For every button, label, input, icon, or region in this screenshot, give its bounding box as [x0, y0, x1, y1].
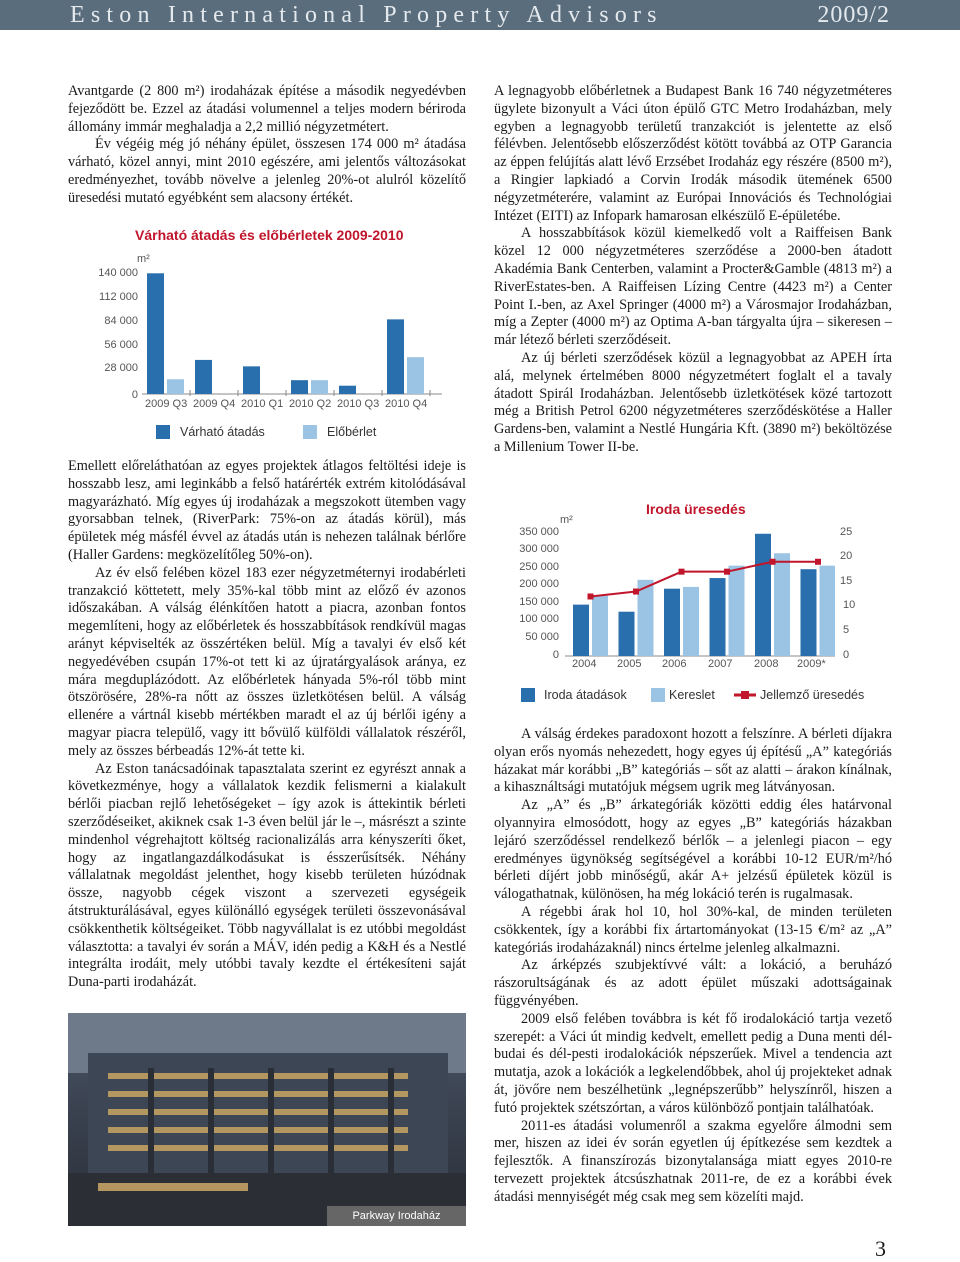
header-issue: 2009/2 [817, 2, 890, 28]
chart2-line-point [770, 559, 776, 565]
paragraph: A régebbi árak hol 10, hol 30%-kal, de minden területen csökkentek, így a korábbi fix ártartományokat (13-15 €/m² az „A” kategóriás irodaházaknál) nincs értelme jelenleg alkalmazni. [494, 903, 892, 956]
chart1-bar [243, 366, 260, 394]
chart2-ytick: 250 000 [519, 561, 559, 573]
chart1-bar [291, 380, 308, 394]
chart1-bar [195, 360, 212, 394]
chart1-legend-swatch [303, 425, 317, 439]
chart1-ytick: 84 000 [104, 315, 138, 327]
chart1-bar [407, 357, 424, 394]
chart2-ytick: 150 000 [519, 596, 559, 608]
right-column-top [494, 83, 892, 457]
paragraph: Az új bérleti szerződések közül a legnagyobbat az APEH írta alá, melynek értelmében 8000 négyzetmétert foglalt el a tavaly átadott Spirál Irodaházban. Jelentősebb üzletkötések közé tartozott még a British Petrol 6200 négyzetméteres szerződéskötése a Haller Gardens-ben, valamint a Nestlé Hungária Kft. (3890 m²) beköltözése a Millenium Tower II-be. [494, 349, 892, 455]
paragraph: Avantgarde (2 800 m²) irodaházak építése a második negyedévben fejeződött be. Ezzel az átadási volumennel a teljes modern bériroda állomány immár meghaladja a 2,2 millió négyzetmétert. [68, 83, 466, 135]
chart1-xtick: 2010 Q3 [337, 398, 380, 410]
paragraph: Év végéig még jó néhány épület, összesen 174 000 m² átadása várható, közel annyi, mint 2010 egészére, ami jelentős változásokat eredményezhet, tovább növelve a jelenleg 20%-ot alulról közelítő üresedési mutató egyébként sem alacsony értékét. [68, 136, 466, 206]
paragraph: A válság érdekes paradoxont hozott a felszínre. A bérleti díjakra olyan erős nyomás nehezedett, hogy egyes új építésű „A” kategóriás házakat már korábbi „B” kategóriás – sőt az alatti – árakon kínálnak, a kihasználtsági mutatójuk mégsem ugrik meg látványosan. [494, 726, 892, 796]
chart2-xtick: 2006 [662, 658, 687, 670]
chart2-bar [820, 566, 836, 656]
chart2-ytick: 0 [552, 649, 559, 661]
page-header [0, 0, 960, 30]
building-illustration [68, 1013, 466, 1226]
chart1-plot [142, 255, 442, 396]
paragraph: Az Eston tanácsadóinak tapasztalata szerint ez egyrészt annak a következménye, hogy a vállalatok kezdik felismerni a kialakult bérlői piacban rejlő lehetőségeket – így azok is áttekintik bérleti szerződéseiket, akiknek csak 1-3 éven belül jár le –, másrészt a szinte mindenhol végrehajtott költség racionalizálás arra kényszeríti őket, hogy az ingatlangazdálkodásukat is ésszerűsítsék. Néhány vállalatnak megoldást jelenthet, hogy kisebb területen húzódnak össze, nagyobb cégek viszont a szervezeti egységeik átstrukturálásával, egyes különálló egységek területi összevonásával csökkenthetik költségeiket. Több nagyvállalat is ez utóbbi megoldást választotta: a tavalyi év során a MÁV, idén pedig a K&H és a Nestlé integrálta irodáit, mely utóbbi tavaly kezdte el értékesíteni saját Duna-parti irodaházát. [68, 760, 466, 991]
chart2-line-point [724, 569, 730, 575]
chart1-bar [387, 319, 404, 394]
chart2-ytick: 350 000 [519, 526, 559, 538]
left-column-top [68, 83, 466, 208]
paragraph: A legnagyobb előbérletnek a Budapest Bank 16 740 négyzetméteres ügylete bizonyult a Váci úton épülő GTC Metro Irodaházban, mely egyben a legnagyobb területű tranzakciót is jelentette az első félévben. Jelentősebb előszerződést kötött továbbá az OTP Garancia az éppen felújítás alatt lévő Erzsébet Irodaház egy részére (8500 m²), a Ringier lapkiadó a Corvin Irodák második ütemének 6500 négyzetméterére, valamint az Európai Innovációs és Technológiai Intézet (EITI) az Infopark hamarosan elkészülő E-épületébe. [494, 83, 892, 224]
chart2-bar [664, 589, 680, 656]
chart2-y2tick: 10 [843, 599, 856, 611]
chart1-xtick: 2010 Q1 [241, 398, 284, 410]
chart2-bar [683, 587, 699, 656]
chart1-bar [167, 379, 184, 394]
chart2-y2tick: 15 [840, 575, 853, 587]
chart2-y2tick: 20 [840, 550, 853, 562]
chart2-y2tick: 0 [843, 649, 850, 661]
chart2-title: Iroda üresedés [646, 501, 746, 517]
paragraph: Az év első felében közel 183 ezer négyzetméternyi irodabérleti tranzakció köttetett, mely 35%-kal több mint az előző év azonos időszakában. A válság élénkítően hatott a piacra, azonban fontos megemlíteni, hogy az előbérletek és hosszabbítások rendkívül magas arányt képviselték az összértéken belül. Míg a tavalyi év első két negyedévében csupán 17%-ot tett ki az újratárgyalások aránya, ez mára megduplázódott. Az előbérletek hányada 5%-ról több mint ötszörösére, 28%-ra nőtt az összes üzletkötésen belül. A válság ellenére a vártnál kisebb mértékben maradt el az új bérlői igény a magyar piacra települő, vagy itt bővülő külföldi vállalatok részéről, mely az összes bérbeadás 12%-át tette ki. [68, 564, 466, 759]
chart2-xtick: 2004 [572, 658, 597, 670]
paragraph: A hosszabbítások közül kiemelkedő volt a Raiffeisen Bank közel 12 000 négyzetméteres szerződése a 2000-ben átadott Akadémia Bank Centerben, valamint a Procter&Gamble (4813 m²) a RiverEstates-ben. A Raiffeisen Lízing Centre (4423 m²) a Center Point I.-ben, az Axel Springer (4000 m²) a Városmajor Irodaházban, míg a Zepter (4000 m²) az Optima A-ban tárgyalta újra – sikeresen – már létező bérleti szerződéseit. [494, 225, 892, 349]
chart2-ytick: 300 000 [519, 543, 559, 555]
chart1-ytick: 28 000 [104, 362, 138, 374]
chart2-xtick: 2009* [797, 658, 826, 670]
chart2-legend-label: Iroda átadások [544, 688, 627, 702]
chart2-plot [565, 530, 835, 658]
chart1-ytick: 56 000 [104, 339, 138, 351]
right-column-body [494, 726, 892, 1207]
chart2-legend-label: Jellemző üresedés [760, 688, 865, 702]
page-number: 3 [875, 1236, 886, 1261]
photo-caption: Parkway Irodaház [327, 1206, 466, 1226]
chart1-title: Várható átadás és előbérletek 2009-2010 [135, 227, 404, 243]
chart2-line-point [633, 589, 639, 595]
chart1-legend-label: Előbérlet [327, 425, 377, 439]
chart1-xtick: 2010 Q2 [289, 398, 332, 410]
chart2-bar [619, 612, 635, 656]
chart2-y2tick: 25 [840, 526, 853, 538]
chart2-legend-swatch [521, 688, 535, 702]
paragraph: Az árképzés szubjektívvé vált: a lokáció, a beruházó rászorultságának és az adott épület műszaki adottságainak függvényében. [494, 957, 892, 1009]
chart1-ytick: 0 [131, 389, 138, 401]
chart1-ytick: 112 000 [99, 291, 138, 303]
chart2-bar [755, 534, 771, 656]
chart1-xtick: 2009 Q3 [145, 398, 188, 410]
chart2-legend-line-icon [734, 689, 756, 701]
paragraph: Az „A” és „B” árkategóriák közötti eddig éles határvonal olyannyira elmosódott, hogy az egyes „B” kategóriás házakban lejáró szerződéssel rendelkező bérlők – a jelenlegi piacon – egy eredményes ügynökség segítségével a korábbi 10-12 EUR/m²/hó bérleti díjért jobb minőségű, akár A+ jelzésű épületek közül is válogathatnak, különösen, ha még lokáció terén is rugalmasak. [494, 797, 892, 903]
chart2-ytick: 200 000 [519, 578, 559, 590]
chart1-xtick: 2010 Q4 [385, 398, 428, 410]
paragraph: 2011-es átadási volumenről a szakma egyelőre álmodni sem mer, hiszen az idei év során egyetlen új építkezése sem kezdtek a fejlesztők. A finanszírozás bizonytalansága miatt egyes 2010-re tervezett projektek átcsúszhatnak 2011-re, de ez a korábbi évek átadási mennyiségét még csak meg sem közelíti majd. [494, 1117, 892, 1205]
chart2-xtick: 2005 [617, 658, 642, 670]
chart1-bar [311, 380, 328, 394]
chart2-bar [801, 569, 817, 656]
chart2-legend-label: Kereslet [669, 688, 715, 702]
left-column-body [68, 458, 466, 992]
chart2-y2tick: 5 [843, 624, 850, 636]
chart2-legend-swatch [651, 688, 665, 702]
chart2-bar [774, 553, 790, 656]
chart1-bar [339, 386, 356, 394]
chart2-line-point [815, 559, 821, 565]
chart2-bar [573, 605, 589, 656]
chart2-line-point [588, 593, 594, 599]
chart1-bar [147, 273, 164, 394]
chart2-bar [710, 578, 726, 656]
chart2-unit: m² [560, 514, 573, 526]
chart1-legend-label: Várható átadás [180, 425, 265, 439]
building-photo [68, 1013, 466, 1226]
header-brand: Eston International Property Advisors [70, 2, 663, 28]
chart2-ytick: 100 000 [519, 613, 559, 625]
chart2-xtick: 2008 [754, 658, 779, 670]
chart2-ytick: 50 000 [525, 631, 559, 643]
chart2-xtick: 2007 [708, 658, 733, 670]
chart2-line-point [679, 569, 685, 575]
chart1-ytick: 140 000 [98, 267, 138, 279]
chart1-xtick: 2009 Q4 [193, 398, 236, 410]
chart1-unit: m² [137, 253, 150, 265]
chart1-legend-swatch [156, 425, 170, 439]
chart2-bar [592, 596, 608, 656]
chart2-bar [638, 580, 654, 656]
paragraph: Emellett előreláthatóan az egyes projektek átlagos feltöltési ideje is hosszabb lesz, ami leginkább a felső határérték extrém kitolódásával magyarázható. Míg egyes új irodaházak a megszokott ütemben vagy gyorsabban telnek, (RiverPark: 75%-on az átadás körül), más épületek még másfél évvel az átadás után is nehezen találnak bérlőre (Haller Gardens: megközelítőleg 50%-on). [68, 458, 466, 563]
paragraph: 2009 első felében továbbra is két fő irodalokáció tartja vezető szerepét: a Váci út mindig kedvelt, emellett pedig a Duna menti dél-budai és dél-pesti irodalokációk népszerűek. Mivel a tendencia azt mutatja, azok a lokációk a legkelendőbbek, ahol új projekteket adnak át, jövőre nem beszélhetünk „legnépszerűbb” helyszínről, hiszen a futó projektek szétszórtan, a város különböző pontjain találhatóak. [494, 1010, 892, 1116]
chart2-bar [729, 566, 745, 656]
